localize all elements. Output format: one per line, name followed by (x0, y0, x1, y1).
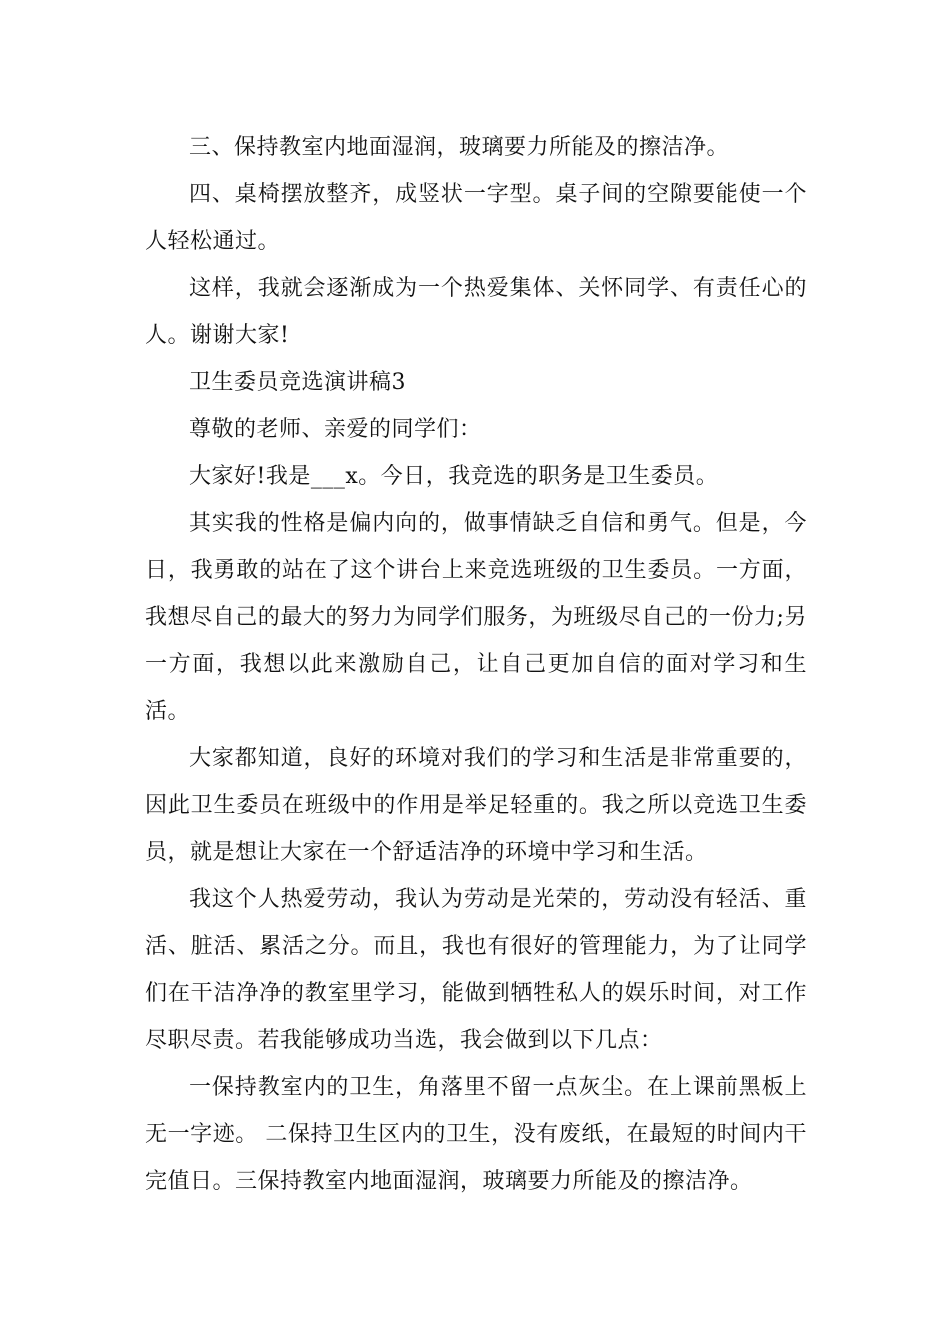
greeting: 大家好!我是___x。今日，我竞选的职务是卫生委员。 (189, 464, 719, 489)
document-page (145, 124, 807, 1205)
paragraph-commitments: 一保持教室内的卫生，角落里不留一点灰尘。在上课前黑板上无一字迹。 二保持卫生区内的卫生，没有废纸，在最短的时间内干完值日。三保持教室内地面湿润，玻璃要力所能及的擦洁净。 (145, 1075, 807, 1194)
paragraph-labor: 我这个人热爱劳动，我认为劳动是光荣的，劳动没有轻活、重活、脏活、累活之分。而且，我也有很好的管理能力，为了让同学们在干洁净净的教室里学习，能做到牺牲私人的娱乐时间，对工作尽职尽责。若我能够成功当选，我会做到以下几点： (145, 887, 807, 1053)
paragraph-environment: 大家都知道，良好的环境对我们的学习和生活是非常重要的，因此卫生委员在班级中的作用是举足轻重的。我之所以竞选卫生委员，就是想让大家在一个舒适洁净的环境中学习和生活。 (145, 746, 807, 865)
section-title: 卫生委员竞选演讲稿3 (189, 370, 406, 395)
paragraph-item-3: 三、保持教室内地面湿润，玻璃要力所能及的擦洁净。 (189, 135, 730, 160)
paragraph-conclusion: 这样，我就会逐渐成为一个热爱集体、关怀同学、有责任心的人。谢谢大家! (145, 276, 807, 348)
paragraph-personality: 其实我的性格是偏内向的，做事情缺乏自信和勇气。但是，今日，我勇敢的站在了这个讲台上来竞选班级的卫生委员。一方面，我想尽自己的最大的努力为同学们服务，为班级尽自己的一份力;另一方面，我想以此来激励自己，让自己更加自信的面对学习和生活。 (145, 511, 807, 724)
salutation: 尊敬的老师、亲爱的同学们： (189, 417, 482, 442)
paragraph-item-4: 四、桌椅摆放整齐，成竖状一字型。桌子间的空隙要能使一个人轻松通过。 (145, 182, 807, 254)
